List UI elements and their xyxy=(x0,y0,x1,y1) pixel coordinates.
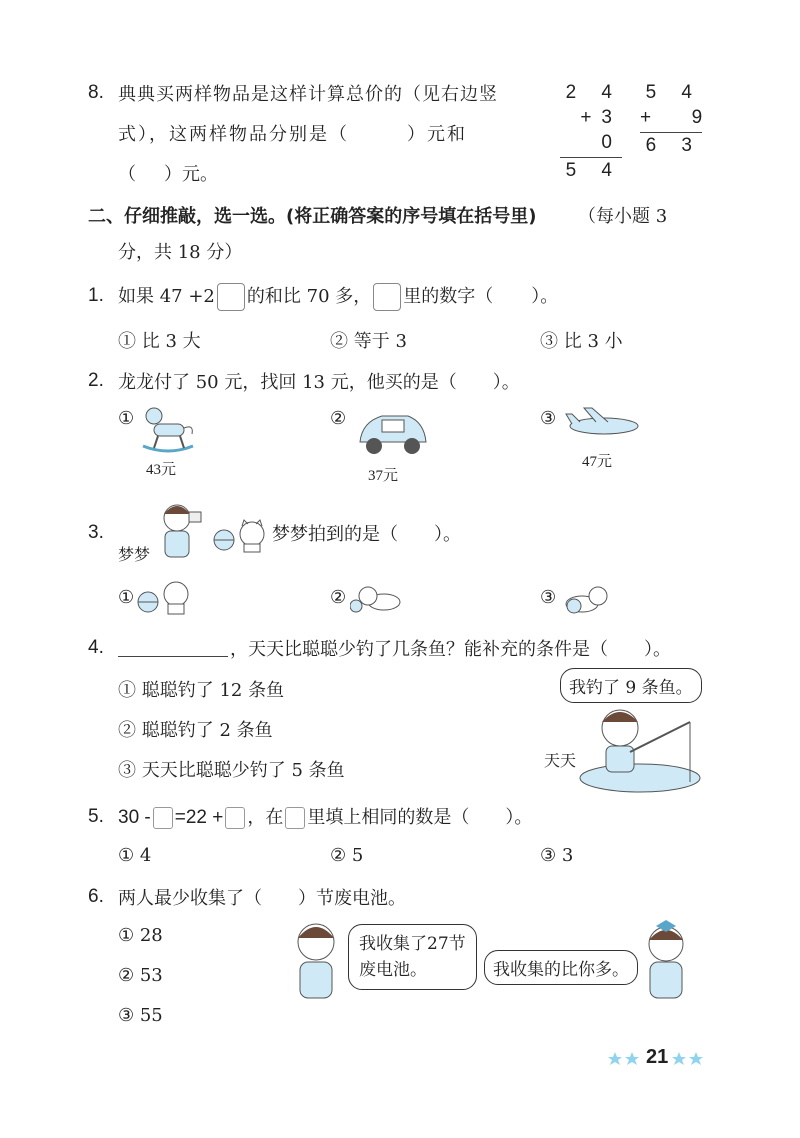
q1-text-c: 里的数字（ xyxy=(403,286,494,307)
blank-box[interactable] xyxy=(217,283,245,311)
q8-line3 xyxy=(118,160,218,186)
calc1-mid: +3 0 xyxy=(580,107,622,153)
q6-bubble-boy-line2: 废电池。 xyxy=(359,960,427,980)
page-number: 21 xyxy=(646,1046,669,1068)
q8-line2-b: ）元和 xyxy=(407,124,467,145)
boy-fishing-illustration xyxy=(570,702,710,798)
q2-number: 2. xyxy=(88,370,104,391)
q5-number: 5. xyxy=(88,806,104,827)
q6-bubble-boy-line1: 我收集了27节 xyxy=(359,934,466,954)
q5-text-d: 里填上相同的数是（ ）。 xyxy=(307,807,533,828)
q2-marker-2[interactable]: ② xyxy=(330,408,347,429)
boy-illustration xyxy=(282,918,350,1004)
blank-box[interactable] xyxy=(153,807,173,829)
q1-text-a: 如果 47 +2 xyxy=(118,286,215,307)
q4-name-label: 天天 xyxy=(544,751,577,770)
calc1-result: 5 4 xyxy=(565,160,622,181)
q4-option-3[interactable]: ③ 天天比聪聪少钓了 5 条鱼 xyxy=(118,760,345,781)
ball-and-cat-illustration xyxy=(212,518,270,554)
calc2-top: 5 4 xyxy=(645,82,702,103)
q1-number: 1. xyxy=(88,285,104,306)
calc2-result: 6 3 xyxy=(645,135,702,156)
q6-number: 6. xyxy=(88,886,104,907)
section2-note1: （每小题 3 xyxy=(578,206,668,227)
q3-option-1-illustration xyxy=(136,578,194,616)
q3-option-3-illustration xyxy=(560,578,618,616)
q6-text: 两人最少收集了（ ）节废电池。 xyxy=(118,888,406,909)
q3-option-2-illustration xyxy=(350,578,408,616)
q5-text-b: =22 + xyxy=(174,807,224,828)
girl-with-camera-illustration xyxy=(155,500,205,562)
q6-option-1[interactable]: ① 28 xyxy=(118,925,163,946)
rocking-horse-illustration xyxy=(138,400,198,456)
blank-box[interactable] xyxy=(285,807,305,829)
q3-text: 梦梦拍到的是（ ）。 xyxy=(272,524,461,545)
vertical-calc-2 xyxy=(640,80,713,158)
q2-price-3: 47元 xyxy=(582,454,613,470)
q5-option-3[interactable]: ③ 3 xyxy=(540,845,574,866)
q8-line1: 典典买两样物品是这样计算总价的（见右边竖 xyxy=(118,84,498,105)
q2-marker-1[interactable]: ① xyxy=(118,408,135,429)
q8-line3-b: ）元。 xyxy=(164,164,218,185)
q6-speech-bubble-girl: 我收集的比你多。 xyxy=(484,950,638,985)
calc1-top: 2 4 xyxy=(565,82,622,103)
q3-marker-2[interactable]: ② xyxy=(330,587,347,608)
q3-name-label: 梦梦 xyxy=(118,545,151,564)
section2-note2: 分，共 18 分） xyxy=(118,242,243,263)
q4-option-2[interactable]: ② 聪聪钓了 2 条鱼 xyxy=(118,720,273,741)
vertical-calc-1 xyxy=(560,80,622,183)
q1-text-d: ）。 xyxy=(531,286,559,307)
q6-option-3[interactable]: ③ 55 xyxy=(118,1005,163,1026)
q4-number: 4. xyxy=(88,637,104,658)
q1-text xyxy=(118,282,558,311)
q1-text-b: 的和比 70 多， xyxy=(246,286,372,307)
q5-text-a: 30 - xyxy=(118,807,151,828)
q2-price-1: 43元 xyxy=(146,462,177,478)
q2-marker-3[interactable]: ③ xyxy=(540,408,557,429)
q5-text xyxy=(118,803,532,829)
q1-option-3[interactable]: ③ 比 3 小 xyxy=(540,331,623,352)
q6-option-2[interactable]: ② 53 xyxy=(118,965,163,986)
toy-car-illustration xyxy=(352,408,432,458)
section2-title: 二、仔细推敲，选一选。(将正确答案的序号填在括号里) xyxy=(88,206,537,227)
q3-marker-1[interactable]: ① xyxy=(118,587,135,608)
q2-text: 龙龙付了 50 元，找回 13 元，他买的是（ ）。 xyxy=(118,372,520,393)
blank-box[interactable] xyxy=(225,807,245,829)
q4-speech-bubble: 我钓了 9 条鱼。 xyxy=(560,668,702,703)
blank-box[interactable] xyxy=(373,283,401,311)
q1-option-1[interactable]: ① 比 3 大 xyxy=(118,331,201,352)
q5-text-c: ，在 xyxy=(247,807,284,828)
q8-line2-a: 式），这两样物品分别是（ xyxy=(118,124,349,145)
q8-line2 xyxy=(118,120,467,146)
calc2-mid: + 9 xyxy=(640,107,713,128)
q4-option-1[interactable]: ① 聪聪钓了 12 条鱼 xyxy=(118,680,285,701)
q3-marker-3[interactable]: ③ xyxy=(540,587,557,608)
q1-option-2[interactable]: ② 等于 3 xyxy=(330,331,407,352)
q2-price-2: 37元 xyxy=(368,468,399,484)
toy-airplane-illustration xyxy=(562,404,642,444)
star-decoration-left xyxy=(608,1052,642,1066)
q5-option-1[interactable]: ① 4 xyxy=(118,845,152,866)
q4-text: ，天天比聪聪少钓了几条鱼？能补充的条件是（ ）。 xyxy=(230,639,671,660)
q5-option-2[interactable]: ② 5 xyxy=(330,845,364,866)
q6-speech-bubble-boy xyxy=(348,924,477,990)
q4-blank-line[interactable] xyxy=(118,656,228,657)
star-decoration-right xyxy=(672,1052,706,1066)
q8-line3-a: （ xyxy=(118,164,136,185)
girl-illustration xyxy=(636,918,698,1004)
q8-number: 8. xyxy=(88,82,104,103)
q3-number: 3. xyxy=(88,522,104,543)
